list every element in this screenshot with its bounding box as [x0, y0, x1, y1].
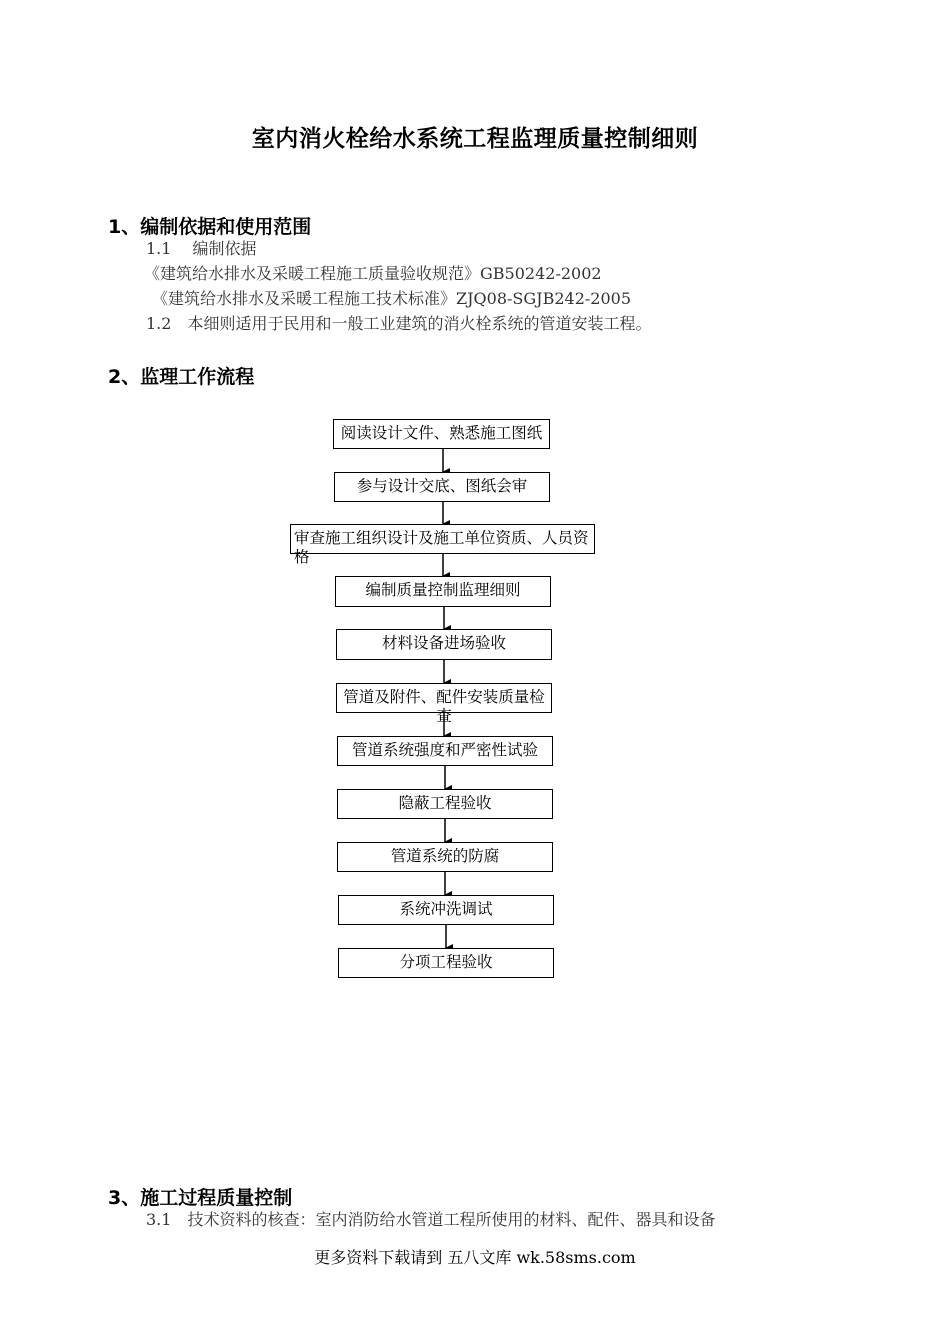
flow-step-final-acceptance: 分项工程验收 — [338, 948, 554, 978]
section-1-heading: 1、编制依据和使用范围 — [108, 216, 312, 238]
page-title: 室内消火栓给水系统工程监理质量控制细则 — [251, 126, 699, 152]
flow-step-material-inspection: 材料设备进场验收 — [336, 629, 552, 660]
item-1-1: 1.1 编制依据 — [146, 239, 257, 258]
flow-step-anticorrosion: 管道系统的防腐 — [337, 842, 553, 872]
flow-step-design-review: 参与设计交底、图纸会审 — [334, 472, 550, 502]
reference-2: 《建筑给水排水及采暖工程施工技术标准》ZJQ08-SGJB242-2005 — [152, 289, 631, 308]
section-3-heading: 3、施工过程质量控制 — [108, 1187, 293, 1209]
flow-step-installation-check: 管道及附件、配件安装质量检查 — [336, 683, 552, 713]
flow-step-flush-commission: 系统冲洗调试 — [338, 895, 554, 925]
section-2-heading: 2、监理工作流程 — [108, 366, 255, 388]
item-1-2: 1.2 本细则适用于民用和一般工业建筑的消火栓系统的管道安装工程。 — [146, 314, 652, 333]
flow-step-read-design: 阅读设计文件、熟悉施工图纸 — [333, 419, 550, 449]
item-3-1: 3.1 技术资料的核查：室内消防给水管道工程所使用的材料、配件、器具和设备 — [146, 1210, 716, 1229]
reference-1: 《建筑给水排水及采暖工程施工质量验收规范》GB50242-2002 — [144, 264, 602, 283]
flow-step-pressure-test: 管道系统强度和严密性试验 — [337, 736, 553, 766]
flow-step-prepare-rules: 编制质量控制监理细则 — [335, 576, 551, 607]
flow-step-check-qualifications: 审查施工组织设计及施工单位资质、人员资格 — [290, 524, 595, 554]
footer-link-text: 更多资料下载请到 五八文库 wk.58sms.com — [314, 1248, 636, 1267]
flow-step-concealed-works: 隐蔽工程验收 — [337, 789, 553, 819]
